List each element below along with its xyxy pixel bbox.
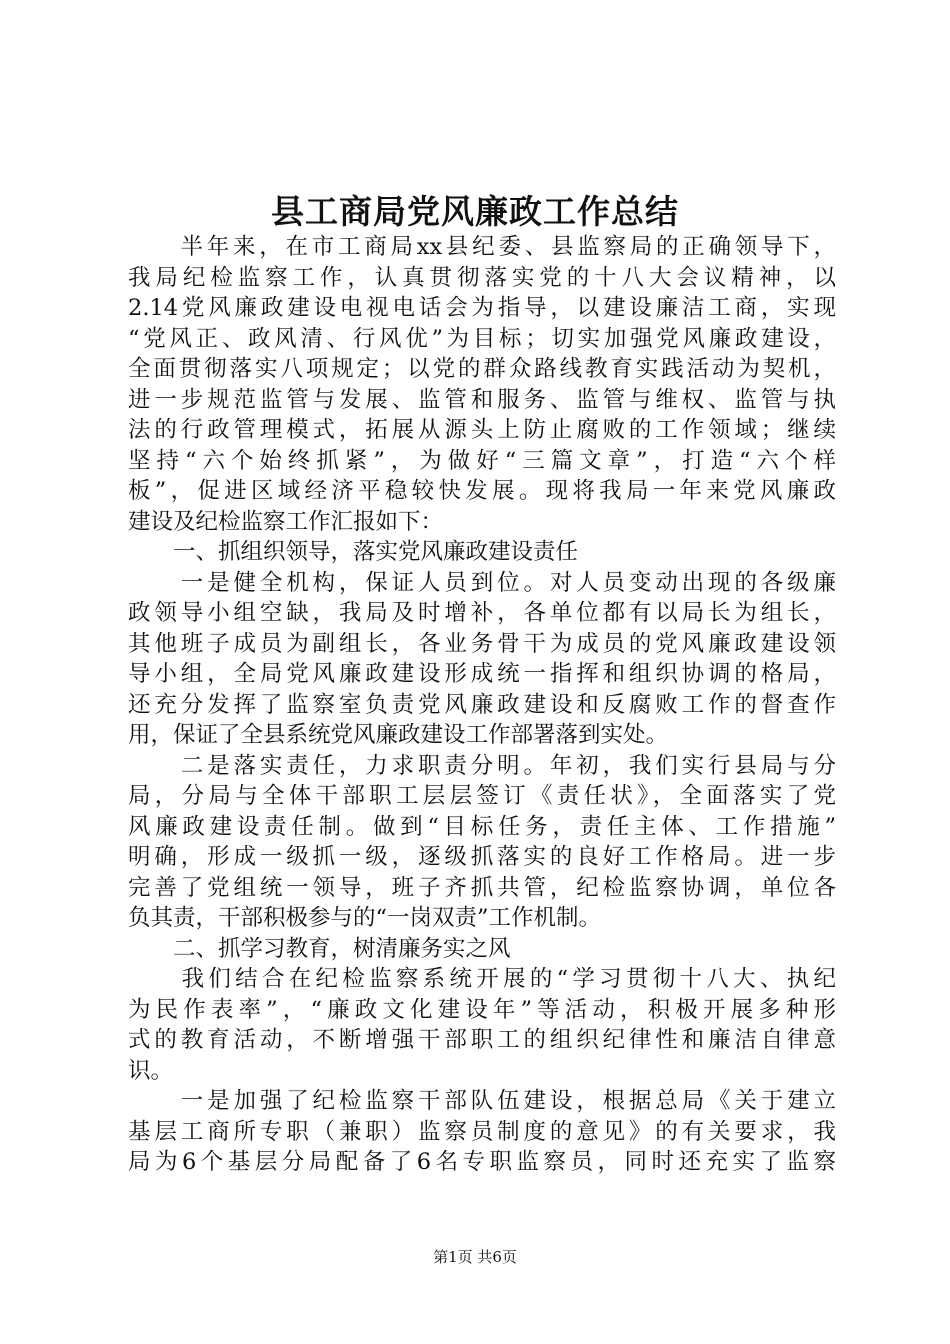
text-line: 一是加强了纪检监察干部队伍建设，根据总局《关于建立 [128,1088,836,1114]
text-line: 二、抓学习教育，树清廉务实之风 [128,935,511,962]
page-footer: 第1页 共6页 [433,1248,517,1266]
text-line: 局，分局与全体干部职工层层签订《责任状》，全面落实了党 [128,783,836,809]
text-line: 政领导小组空缺，我局及时增补，各单位都有以局长为组长， [128,600,836,626]
text-line: 我局纪检监察工作，认真贯彻落实党的十八大会议精神，以 [128,264,836,291]
text-line: 导小组，全局党风廉政建设形成统一指挥和组织协调的格局， [128,661,836,687]
text-line: “党风正、政风清、行风优”为目标；切实加强党风廉政建设， [128,325,836,352]
document-title: 县工商局党风廉政工作总结 [271,192,679,231]
text-line: 半年来，在市工商局xx县纪委、县监察局的正确领导下， [128,234,836,260]
text-line: 局为6个基层分局配备了6名专职监察员，同时还充实了监察 [128,1149,836,1175]
text-line: 进一步规范监管与发展、监管和服务、监管与维权、监管与执 [128,386,836,413]
document-body [128,232,836,1178]
text-line: 建设及纪检监察工作汇报如下： [128,508,444,535]
text-line: 2.14党风廉政建设电视电话会为指导，以建设廉洁工商，实现 [128,295,836,321]
text-line: 坚持“六个始终抓紧”，为做好“三篇文章”，打造“六个样 [128,447,836,474]
text-line: 其他班子成员为副组长，各业务骨干为成员的党风廉政建设领 [128,630,836,657]
text-line: 还充分发挥了监察室负责党风廉政建设和反腐败工作的督查作 [128,691,836,718]
text-line: 法的行政管理模式，拓展从源头上防止腐败的工作领域；继续 [128,417,836,443]
text-line: 完善了党组统一领导，班子齐抓共管，纪检监察协调，单位各 [128,874,836,901]
text-line: 明确，形成一级抓一级，逐级抓落实的良好工作格局。进一步 [128,844,836,870]
text-line: 式的教育活动，不断增强干部职工的组织纪律性和廉洁自律意 [128,1027,836,1053]
text-line: 我们结合在纪检监察系统开展的“学习贯彻十八大、执纪 [128,966,836,992]
text-line: 一、抓组织领导，落实党风廉政建设责任 [128,539,579,565]
text-line: 识。 [128,1057,174,1084]
text-line: 全面贯彻落实八项规定；以党的群众路线教育实践活动为契机， [128,356,836,382]
text-line: 二是落实责任，力求职责分明。年初，我们实行县局与分 [128,752,836,779]
text-line: 风廉政建设责任制。做到“目标任务，责任主体、工作措施” [128,813,836,840]
text-line: 负其责，干部积极参与的“一岗双责”工作机制。 [128,905,602,931]
text-line: 用，保证了全县系统党风廉政建设工作部署落到实处。 [128,722,669,748]
text-line: 一是健全机构，保证人员到位。对人员变动出现的各级廉 [128,569,836,596]
text-line: 板”，促进区域经济平稳较快发展。现将我局一年来党风廉政 [128,478,836,504]
text-line: 基层工商所专职（兼职）监察员制度的意见》的有关要求，我 [128,1118,836,1145]
text-line: 为民作表率”，“廉政文化建设年”等活动，积极开展多种形 [128,996,836,1023]
